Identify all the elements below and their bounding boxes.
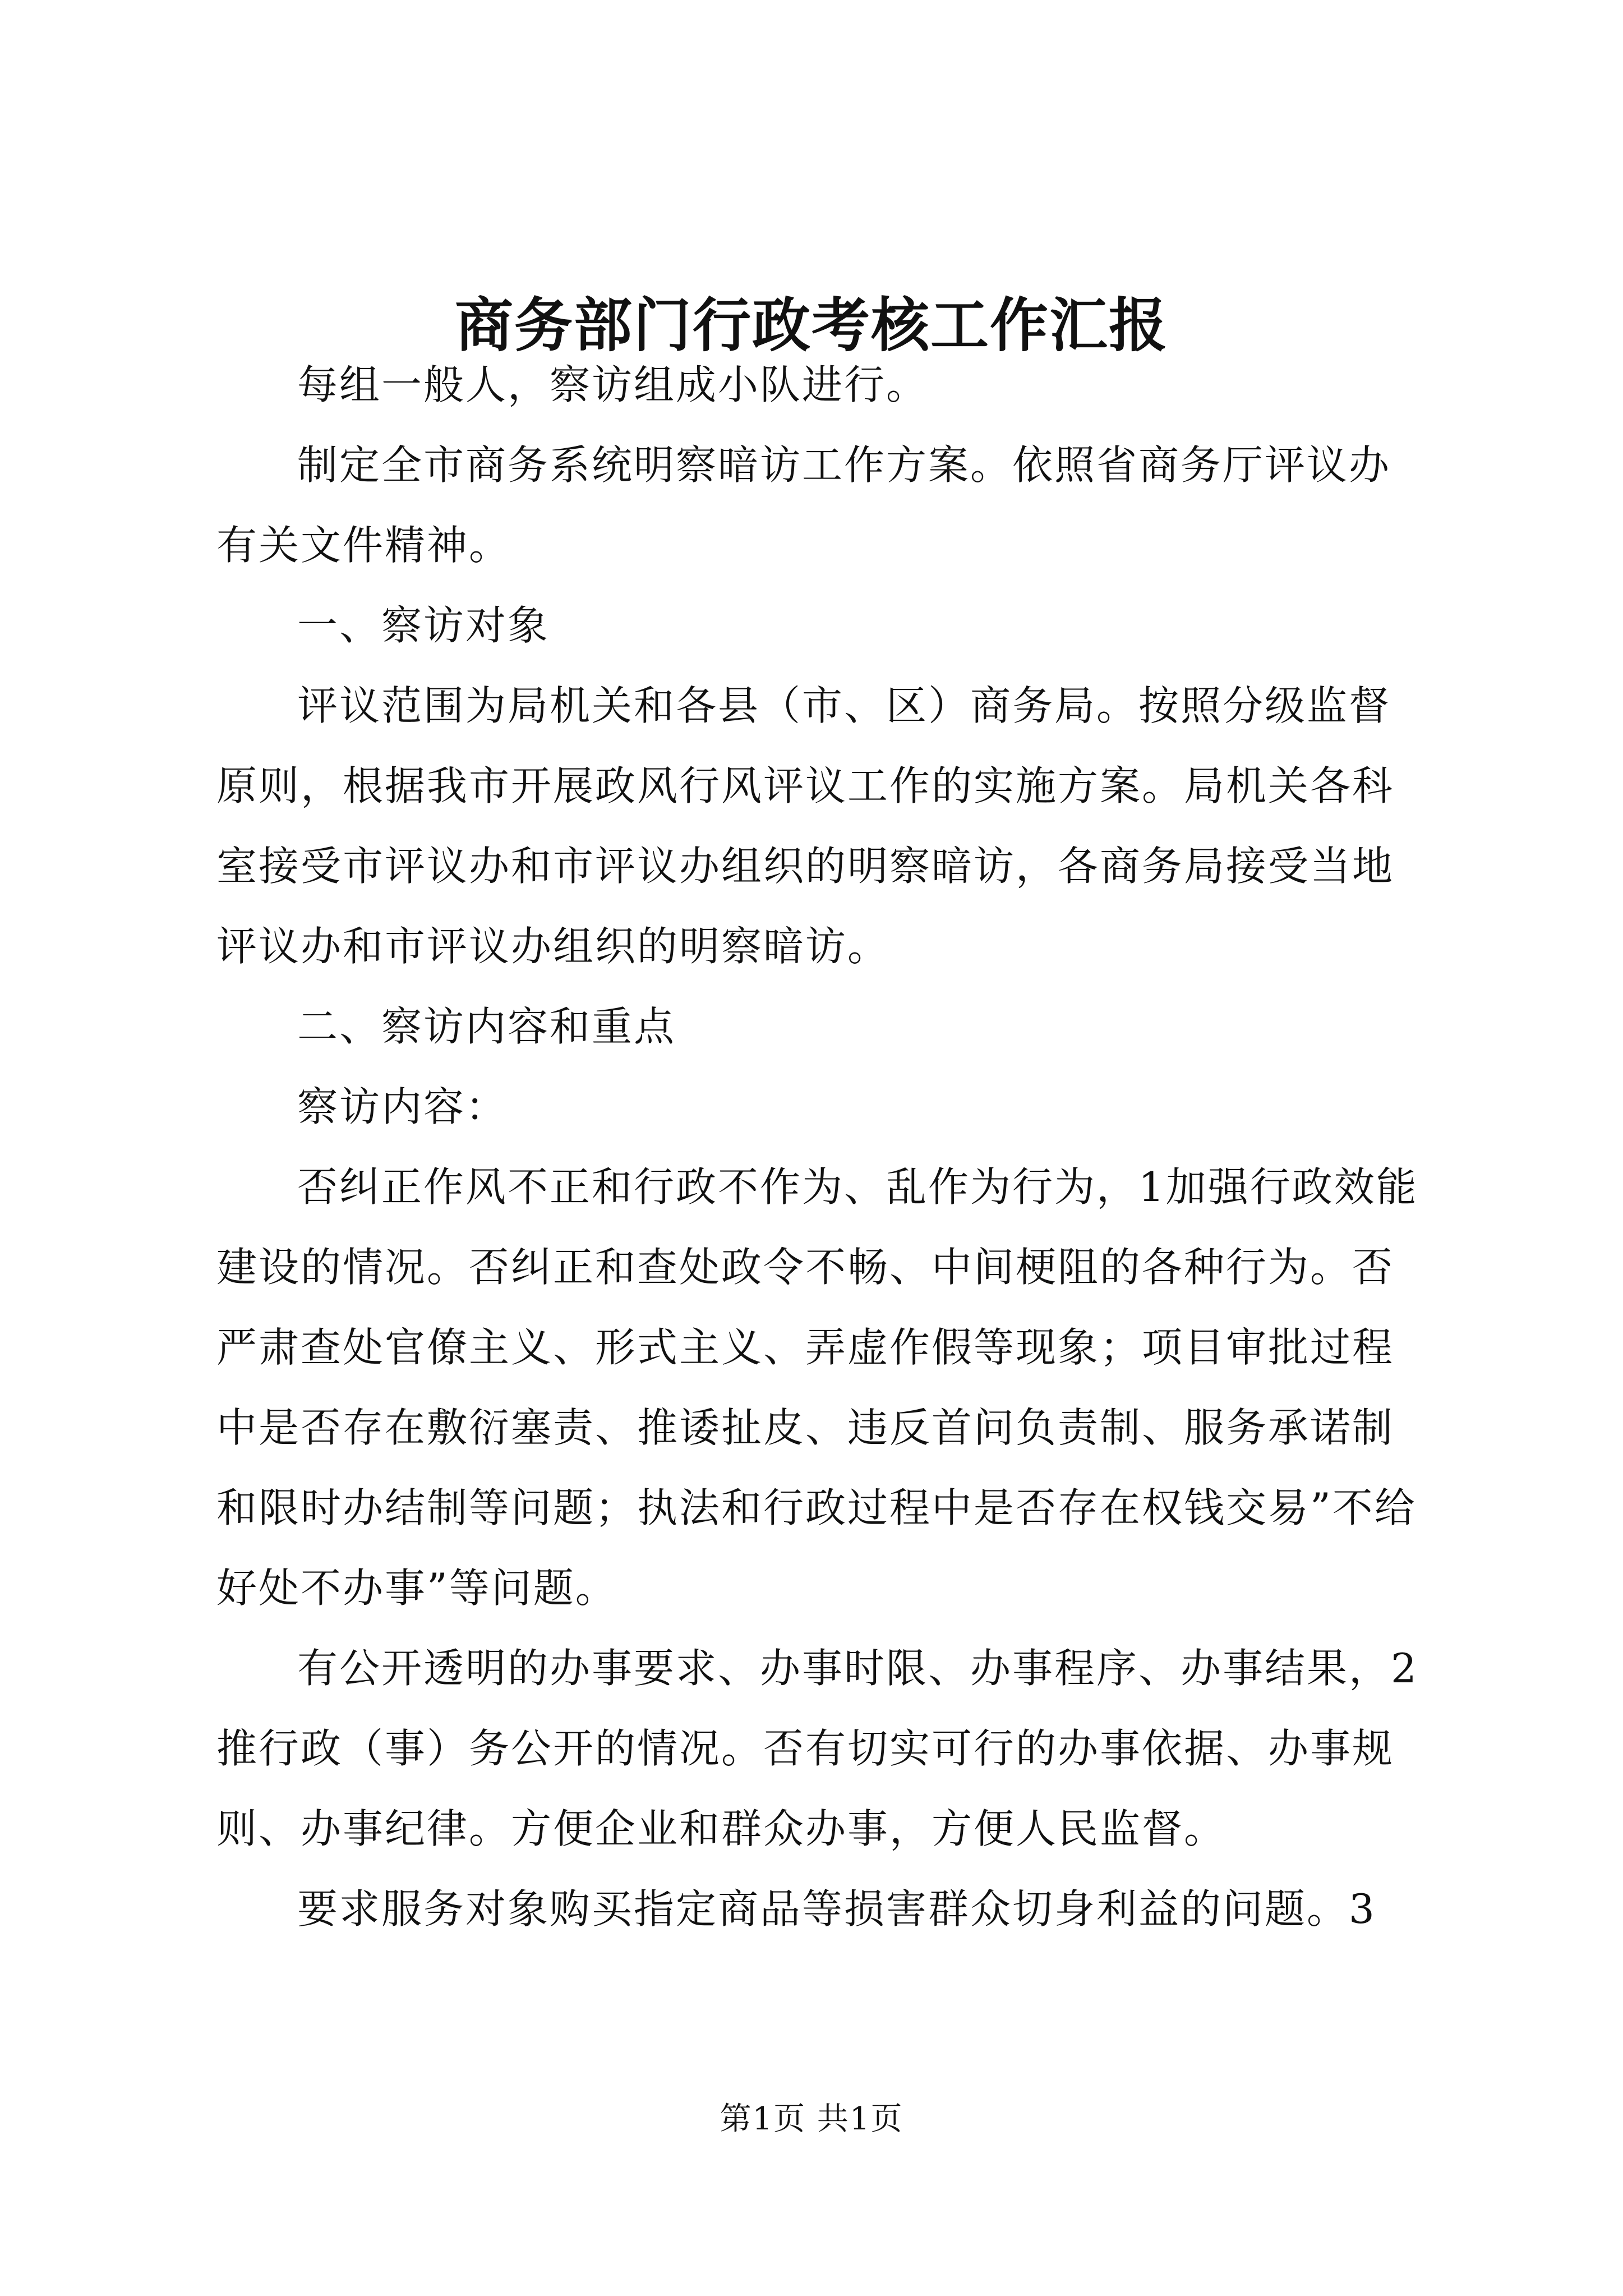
section-heading: 一、察访对象	[297, 602, 550, 649]
paragraph: 察访内容：	[297, 1083, 508, 1130]
section-heading: 二、察访内容和重点	[297, 1003, 676, 1050]
paragraph: 制定全市商务系统明察暗访工作方案。依照省商务厅评议办有关文件精神。	[216, 441, 1391, 569]
paragraph: 有公开透明的办事要求、办事时限、办事程序、办事结果，2推行政（事）务公开的情况。否有切实可行的办事依据、办事规则、办事纪律。方便企业和群众办事，方便人民监督。	[216, 1645, 1418, 1852]
document-title: 商务部门行政考核工作汇报	[454, 291, 1168, 360]
paragraph: 每组一般人，察访组成小队进行。	[297, 361, 929, 408]
paragraph: 评议范围为局机关和各县（市、区）商务局。按照分级监督原则，根据我市开展政风行风评议工作的实施方案。局机关各科室接受市评议办和市评议办组织的明察暗访，各商务局接受当地评议办和市评议办组织的明察暗访。	[216, 682, 1395, 970]
document-body	[216, 345, 1428, 1949]
page-footer: 第1页 共1页	[720, 2101, 903, 2137]
paragraph: 否纠正作风不正和行政不作为、乱作为行为，1加强行政效能建设的情况。否纠正和查处政令不畅、中间梗阻的各种行为。否严肃查处官僚主义、形式主义、弄虚作假等现象；项目审批过程中是否存在敷衍塞责、推诿扯皮、违反首问负责制、服务承诺制和限时办结制等问题；执法和行政过程中是否存在权钱交易”不给好处不办事”等问题。	[216, 1163, 1418, 1612]
paragraph: 要求服务对象购买指定商品等损害群众切身利益的问题。3	[297, 1885, 1376, 1932]
